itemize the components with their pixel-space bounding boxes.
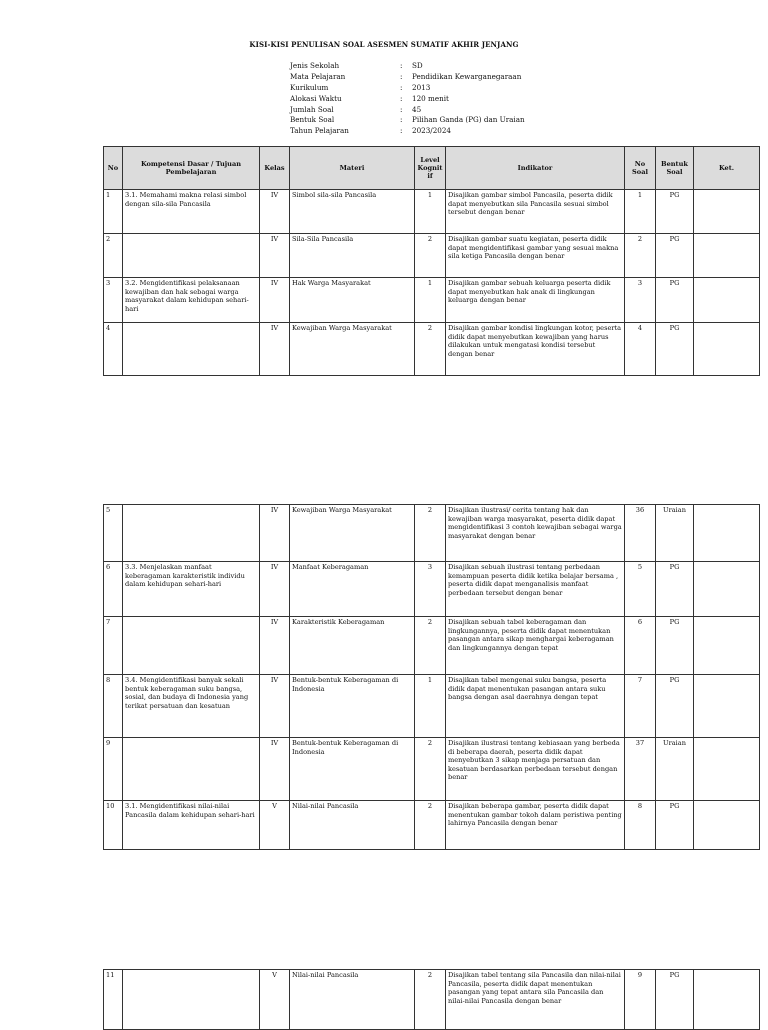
cell-keterangan xyxy=(694,738,760,801)
cell-bentuk-soal: Uraian xyxy=(656,738,694,801)
meta-colon: : xyxy=(400,93,403,103)
cell-materi: Nilai-nilai Pancasila xyxy=(290,970,415,1030)
cell-kelas: IV xyxy=(260,505,290,562)
meta-value: 2023/2024 xyxy=(412,126,452,136)
meta-label: Kurikulum xyxy=(290,82,329,92)
cell-keterangan xyxy=(694,234,760,278)
cell-indikator: Disajikan beberapa gambar, peserta didik dapat menentukan gambar tokoh dalam peristiwa penting lahirnya Pancasila dengan benar xyxy=(446,801,625,850)
cell-materi: Sila-Sila Pancasila xyxy=(290,234,415,278)
cell-keterangan xyxy=(694,970,760,1030)
meta-row xyxy=(290,115,525,126)
cell-kompetensi: 3.4. Mengidentifikasi banyak sekali bentuk keberagaman suku bangsa, sosial, dan budaya di Indonesia yang terikat persatuan dan kesatuan xyxy=(123,675,260,738)
header-indikator: Indikator xyxy=(446,147,625,190)
cell-indikator: Disajikan gambar suatu kegiatan, peserta didik dapat mengidentifikasi gambar yang sesuai makna sila ketiga Pancasila dengan benar xyxy=(446,234,625,278)
header-materi: Materi xyxy=(290,147,415,190)
cell-keterangan xyxy=(694,617,760,675)
meta-colon: : xyxy=(400,71,403,81)
cell-kompetensi xyxy=(123,738,260,801)
cell-no: 7 xyxy=(104,617,123,675)
meta-colon: : xyxy=(400,126,403,136)
cell-no: 8 xyxy=(104,675,123,738)
cell-no-soal: 1 xyxy=(625,190,656,234)
cell-materi: Simbol sila-sila Pancasila xyxy=(290,190,415,234)
cell-indikator: Disajikan gambar kondisi lingkungan kotor, peserta didik dapat menyebutkan kewajiban yang harus dilakukan untuk mengatasi kondisi tersebut dengan benar xyxy=(446,323,625,376)
cell-kelas: IV xyxy=(260,234,290,278)
cell-bentuk-soal: PG xyxy=(656,675,694,738)
cell-indikator: Disajikan gambar simbol Pancasila, peserta didik dapat menyebutkan sila Pancasila sesuai simbol tersebut dengan benar xyxy=(446,190,625,234)
cell-kompetensi xyxy=(123,505,260,562)
header-keterangan: Ket. xyxy=(694,147,760,190)
cell-kompetensi: 3.1. Mengidentifikasi nilai-nilai Pancasila dalam kehidupan sehari-hari xyxy=(123,801,260,850)
header-level-kognitif: Level Kognitif xyxy=(415,147,446,190)
cell-no: 6 xyxy=(104,562,123,617)
cell-materi: Nilai-nilai Pancasila xyxy=(290,801,415,850)
cell-no: 2 xyxy=(104,234,123,278)
cell-bentuk-soal: PG xyxy=(656,970,694,1030)
cell-no-soal: 8 xyxy=(625,801,656,850)
meta-label: Alokasi Waktu xyxy=(290,93,342,103)
cell-kompetensi xyxy=(123,617,260,675)
cell-keterangan xyxy=(694,278,760,323)
cell-keterangan xyxy=(694,801,760,850)
cell-no-soal: 7 xyxy=(625,675,656,738)
cell-materi: Bentuk-bentuk Keberagaman di Indonesia xyxy=(290,675,415,738)
cell-bentuk-soal: PG xyxy=(656,323,694,376)
cell-indikator: Disajikan ilustrasi/ cerita tentang hak dan kewajiban warga masyarakat, peserta didik dapat mengidentifikasi 3 contoh kewajiban sebagai warga masyarakat dengan benar xyxy=(446,505,625,562)
cell-indikator: Disajikan tabel tentang sila Pancasila dan nilai-nilai Pancasila, peserta didik dapat menentukan pasangan yang tepat antara sila Pancasila dan nilai-nilai Pancasila dengan benar xyxy=(446,970,625,1030)
kisi-table-page-1 xyxy=(103,146,760,376)
cell-indikator: Disajikan gambar sebuah keluarga peserta didik dapat menyebutkan hak anak di lingkungan keluarga dengan benar xyxy=(446,278,625,323)
meta-colon: : xyxy=(400,104,403,114)
cell-no: 9 xyxy=(104,738,123,801)
meta-row xyxy=(290,126,525,137)
header-kompetensi-dasar: Kompetensi Dasar / Tujuan Pembelajaran xyxy=(123,147,260,190)
header-no: No xyxy=(104,147,123,190)
table-row xyxy=(104,190,760,234)
cell-no-soal: 9 xyxy=(625,970,656,1030)
meta-label: Bentuk Soal xyxy=(290,115,335,125)
table-row xyxy=(104,278,760,323)
cell-materi: Karakteristik Keberagaman xyxy=(290,617,415,675)
cell-level: 3 xyxy=(415,562,446,617)
table-row xyxy=(104,323,760,376)
table-row xyxy=(104,562,760,617)
table-row xyxy=(104,801,760,850)
cell-level: 1 xyxy=(415,278,446,323)
cell-level: 2 xyxy=(415,738,446,801)
kisi-table-page-2 xyxy=(103,504,760,850)
header-bentuk-soal: Bentuk Soal xyxy=(656,147,694,190)
meta-label: Jumlah Soal xyxy=(290,104,334,114)
cell-kelas: IV xyxy=(260,562,290,617)
table-row xyxy=(104,738,760,801)
meta-colon: : xyxy=(400,82,403,92)
cell-materi: Hak Warga Masyarakat xyxy=(290,278,415,323)
header-kelas: Kelas xyxy=(260,147,290,190)
cell-bentuk-soal: PG xyxy=(656,190,694,234)
meta-colon: : xyxy=(400,61,403,70)
cell-indikator: Disajikan sebuah tabel keberagaman dan lingkungannya, peserta didik dapat menentukan pasangan antara sikap menghargai keberagaman dan lingkungannya dengan tepat xyxy=(446,617,625,675)
cell-kompetensi xyxy=(123,323,260,376)
cell-bentuk-soal: Uraian xyxy=(656,505,694,562)
cell-kelas: IV xyxy=(260,617,290,675)
cell-indikator: Disajikan tabel mengenai suku bangsa, peserta didik dapat menentukan pasangan antara suku bangsa dengan asal daerahnya dengan tepat xyxy=(446,675,625,738)
cell-no-soal: 37 xyxy=(625,738,656,801)
cell-indikator: Disajikan sebuah ilustrasi tentang perbedaan kemampuan peserta didik ketika belajar bersama , peserta didik dapat menganalisis manfaat perbedaan tersebut dengan benar xyxy=(446,562,625,617)
cell-kompetensi: 3.1. Memahami makna relasi simbol dengan sila-sila Pancasila xyxy=(123,190,260,234)
cell-keterangan xyxy=(694,323,760,376)
cell-kelas: IV xyxy=(260,323,290,376)
kisi-table-page-3 xyxy=(103,969,760,1030)
cell-level: 1 xyxy=(415,675,446,738)
cell-no: 10 xyxy=(104,801,123,850)
document-meta xyxy=(290,61,525,137)
meta-value: Pilihan Ganda (PG) dan Uraian xyxy=(412,115,525,125)
cell-no-soal: 2 xyxy=(625,234,656,278)
cell-keterangan xyxy=(694,505,760,562)
table-row xyxy=(104,617,760,675)
cell-level: 2 xyxy=(415,970,446,1030)
cell-kelas: IV xyxy=(260,675,290,738)
cell-level: 2 xyxy=(415,505,446,562)
cell-no: 1 xyxy=(104,190,123,234)
table-row xyxy=(104,970,760,1030)
cell-keterangan xyxy=(694,190,760,234)
cell-materi: Kewajiban Warga Masyarakat xyxy=(290,505,415,562)
cell-no-soal: 5 xyxy=(625,562,656,617)
meta-value: SD xyxy=(412,61,423,70)
meta-colon: : xyxy=(400,115,403,125)
header-no-soal: No Soal xyxy=(625,147,656,190)
cell-materi: Manfaat Keberagaman xyxy=(290,562,415,617)
meta-row xyxy=(290,94,525,105)
cell-no-soal: 4 xyxy=(625,323,656,376)
cell-materi: Kewajiban Warga Masyarakat xyxy=(290,323,415,376)
meta-row xyxy=(290,72,525,83)
cell-level: 2 xyxy=(415,801,446,850)
cell-materi: Bentuk-bentuk Keberagaman di Indonesia xyxy=(290,738,415,801)
cell-bentuk-soal: PG xyxy=(656,617,694,675)
cell-level: 2 xyxy=(415,323,446,376)
meta-label: Jenis Sekolah xyxy=(290,61,340,70)
cell-kompetensi xyxy=(123,970,260,1030)
cell-no: 11 xyxy=(104,970,123,1030)
meta-value: 2013 xyxy=(412,82,431,92)
cell-level: 1 xyxy=(415,190,446,234)
cell-no-soal: 3 xyxy=(625,278,656,323)
cell-kelas: IV xyxy=(260,278,290,323)
cell-keterangan xyxy=(694,675,760,738)
meta-label: Mata Pelajaran xyxy=(290,71,346,81)
cell-no: 5 xyxy=(104,505,123,562)
cell-level: 2 xyxy=(415,234,446,278)
meta-value: 45 xyxy=(412,104,422,114)
cell-kelas: V xyxy=(260,970,290,1030)
cell-indikator: Disajikan ilustrasi tentang kebiasaan yang berbeda di beberapa daerah, peserta didik dapat menyebutkan 3 sikap menjaga persatuan dan kesatuan berdasarkan perbedaan tersebut dengan benar xyxy=(446,738,625,801)
cell-kompetensi: 3.3. Menjelaskan manfaat keberagaman karakteristik individu dalam kehidupan sehari-hari xyxy=(123,562,260,617)
cell-no: 3 xyxy=(104,278,123,323)
cell-kompetensi xyxy=(123,234,260,278)
cell-no-soal: 6 xyxy=(625,617,656,675)
cell-bentuk-soal: PG xyxy=(656,801,694,850)
meta-label: Tahun Pelajaran xyxy=(290,126,349,136)
cell-bentuk-soal: PG xyxy=(656,562,694,617)
cell-kelas: IV xyxy=(260,738,290,801)
cell-level: 2 xyxy=(415,617,446,675)
table-row xyxy=(104,234,760,278)
cell-no: 4 xyxy=(104,323,123,376)
table-row xyxy=(104,675,760,738)
cell-kompetensi: 3.2. Mengidentifikasi pelaksanaan kewajiban dan hak sebagai warga masyarakat dalam kehidupan sehari-hari xyxy=(123,278,260,323)
cell-no-soal: 36 xyxy=(625,505,656,562)
meta-row xyxy=(290,105,525,116)
meta-value: 120 menit xyxy=(412,93,449,103)
table-row xyxy=(104,505,760,562)
cell-bentuk-soal: PG xyxy=(656,234,694,278)
meta-value: Pendidikan Kewarganegaraan xyxy=(412,71,522,81)
cell-kelas: IV xyxy=(260,190,290,234)
page-title: KISI-KISI PENULISAN SOAL ASESMEN SUMATIF AKHIR JENJANG xyxy=(249,40,519,49)
cell-keterangan xyxy=(694,562,760,617)
meta-row xyxy=(290,83,525,94)
meta-row xyxy=(290,61,525,72)
table-header-row xyxy=(104,147,760,190)
cell-bentuk-soal: PG xyxy=(656,278,694,323)
cell-kelas: V xyxy=(260,801,290,850)
